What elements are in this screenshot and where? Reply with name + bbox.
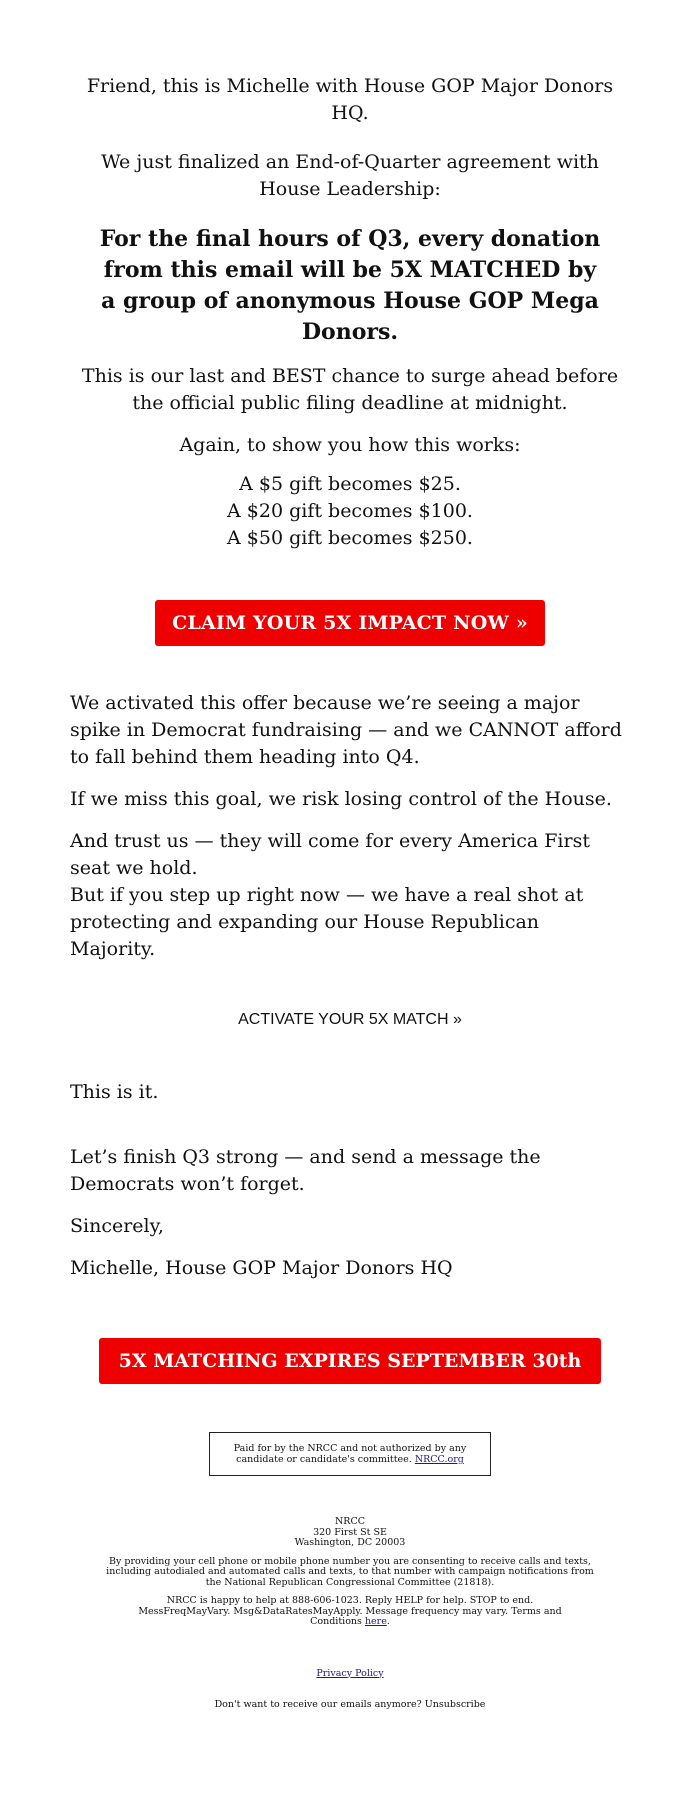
- gift-line: A $50 gift becomes $250.: [227, 527, 473, 549]
- headline: For the final hours of Q3, every donation from this email will be 5X MATCHED by a group of anonymous House GOP Mega Donors.: [99, 226, 601, 345]
- city: Washington, DC 20003: [294, 1537, 406, 1548]
- greeting-text: Friend, this is Michelle with House GOP Major Donors HQ.: [86, 75, 614, 124]
- activate-match-link[interactable]: ACTIVATE YOUR 5X MATCH »: [238, 1011, 462, 1028]
- address: [70, 1517, 630, 1549]
- help-body: NRCC is happy to help at 888-606-1023. Reply HELP for help. STOP to end. MessFreqMayVary. Msg&DataRatesMayApply. Message frequency may vary. Terms and Conditions: [138, 1595, 562, 1627]
- paid-for-disclaimer: [209, 1432, 491, 1476]
- gift-line: A $20 gift becomes $100.: [227, 500, 473, 522]
- nrcc-link[interactable]: NRCC.org: [414, 1454, 464, 1465]
- terms-here-link[interactable]: here: [364, 1616, 387, 1627]
- matching-expires-button[interactable]: 5X MATCHING EXPIRES SEPTEMBER 30th: [99, 1338, 601, 1384]
- privacy-policy-link[interactable]: Privacy Policy: [316, 1667, 384, 1679]
- footer: [70, 1517, 630, 1711]
- chance-text: This is our last and BEST chance to surge ahead before the official public filing deadline at midnight.: [81, 365, 619, 414]
- org-name: NRCC: [334, 1516, 365, 1527]
- closing-paragraph: This is it.: [70, 1081, 159, 1103]
- closing-copy: [70, 1079, 630, 1282]
- email-body: [70, 73, 630, 1711]
- help-text: NRCC is happy to help at 888-606-1023. Reply HELP for help. STOP to end. MessFreqMayVary. Msg&DataRatesMayApply. Message frequency may vary. Terms and Conditions here.: [138, 1595, 562, 1627]
- body-paragraph: And trust us — they will come for every America First seat we hold.: [70, 830, 590, 879]
- body-copy: [70, 690, 630, 963]
- sincerely-text: Sincerely,: [70, 1215, 164, 1237]
- again-text: Again, to show you how this works:: [179, 434, 521, 456]
- body-paragraph: But if you step up right now — we have a real shot at protecting and expanding our House Republican Majority.: [70, 884, 584, 960]
- consent-text: By providing your cell phone or mobile phone number you are consenting to receive calls and texts, including autodialed and automated calls and texts, to that number with campaign notifications from the National Republican Congressional Committee (21818).: [106, 1555, 594, 1588]
- signature-text: Michelle, House GOP Major Donors HQ: [70, 1257, 453, 1279]
- unsubscribe-text[interactable]: Don't want to receive our emails anymore? Unsubscribe: [214, 1699, 486, 1710]
- paid-for-text: Paid for by the NRCC and not authorized by any candidate or candidate's committee.: [233, 1443, 467, 1465]
- privacy-policy: [70, 1669, 630, 1680]
- agreement-text: We just finalized an End-of-Quarter agreement with House Leadership:: [101, 151, 599, 200]
- body-paragraph: If we miss this goal, we risk losing control of the House.: [70, 788, 612, 810]
- body-paragraph: We activated this offer because we’re seeing a major spike in Democrat fundraising — and we CANNOT afford to fall behind them heading into Q4.: [70, 692, 622, 768]
- claim-impact-button[interactable]: CLAIM YOUR 5X IMPACT NOW »: [155, 600, 545, 646]
- gift-list: [70, 471, 630, 552]
- gift-line: A $5 gift becomes $25.: [239, 473, 461, 495]
- street: 320 First St SE: [313, 1526, 387, 1538]
- closing-paragraph: Let’s finish Q3 strong — and send a message the Democrats won’t forget.: [70, 1146, 541, 1195]
